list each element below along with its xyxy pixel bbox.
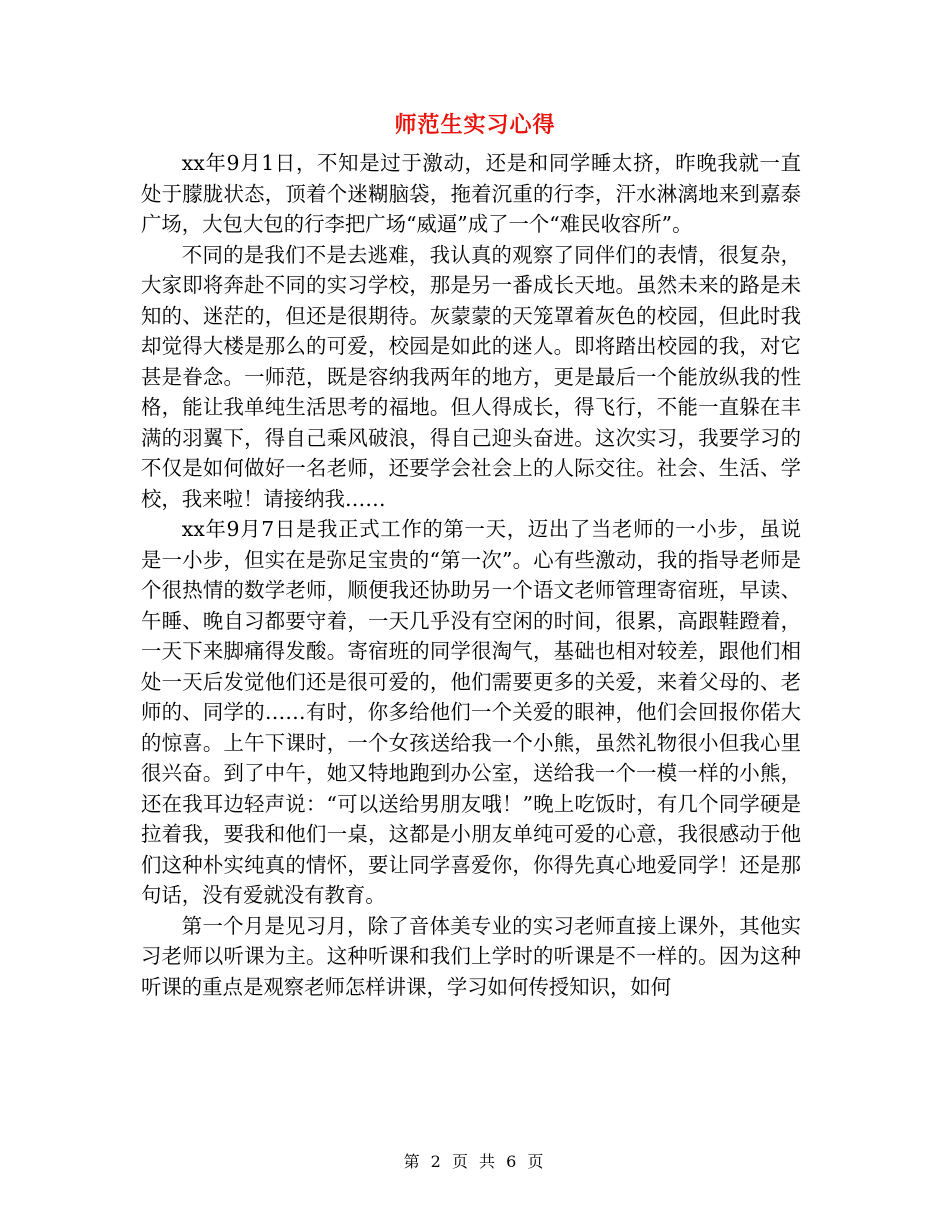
page-footer: 第 2 页 共 6 页 [403, 1152, 547, 1171]
paragraph: xx年9月7日是我正式工作的第一天，迈出了当老师的一小步，虽说是一小步，但实在是弥足宝贵的“第一次”。心有些激动，我的指导老师是个很热情的数学老师，顺便我还协助另一个语文老师管理寄宿班，早读、午睡、晚自习都要守着，一天几乎没有空闲的时间，很累，高跟鞋蹬着，一天下来脚痛得发酸。寄宿班的同学很淘气，基础也相对较差，跟他们相处一天后发觉他们还是很可爱的，他们需要更多的关爱，来着父母的、老师的、同学的……有时，你多给他们一个关爱的眼神，他们会回报你偌大的惊喜。上午下课时，一个女孩送给我一个小熊，虽然礼物很小但我心里很兴奋。到了中午，她又特地跑到办公室，送给我一个一模一样的小熊，还在我耳边轻声说：“可以送给男朋友哦！”晚上吃饭时，有几个同学硬是拉着我，要我和他们一桌，这都是小朋友单纯可爱的心意，我很感动于他们这种朴实纯真的情怀，要让同学喜爱你，你得先真心地爱同学！还是那句话，没有爱就没有教育。 [141, 517, 801, 907]
paragraph: 第一个月是见习月，除了音体美专业的实习老师直接上课外，其他实习老师以听课为主。这种听课和我们上学时的听课是不一样的。因为这种听课的重点是观察老师怎样讲课，学习如何传授知识，如何 [141, 913, 801, 999]
paragraph: 不同的是我们不是去逃难，我认真的观察了同伴们的表情，很复杂，大家即将奔赴不同的实习学校，那是另一番成长天地。虽然未来的路是未知的、迷茫的，但还是很期待。灰蒙蒙的天笼罩着灰色的校园，但此时我却觉得大楼是那么的可爱，校园是如此的迷人。即将踏出校园的我，对它甚是眷念。一师范，既是容纳我两年的地方，更是最后一个能放纵我的性格，能让我单纯生活思考的福地。但人得成长，得飞行，不能一直躲在丰满的羽翼下，得自己乘风破浪，得自己迎头奋进。这次实习，我要学习的不仅是如何做好一名老师，还要学会社会上的人际交往。社会、生活、学校，我来啦！请接纳我…… [141, 242, 801, 511]
document-title: 师范生实习心得 [394, 113, 556, 138]
document-body [141, 148, 801, 1002]
paragraph: xx年9月1日，不知是过于激动，还是和同学睡太挤，昨晚我就一直处于朦胧状态，顶着个迷糊脑袋，拖着沉重的行李，汗水淋漓地来到嘉泰广场，大包大包的行李把广场“威逼”成了一个“难民收容所”。 [141, 151, 801, 236]
